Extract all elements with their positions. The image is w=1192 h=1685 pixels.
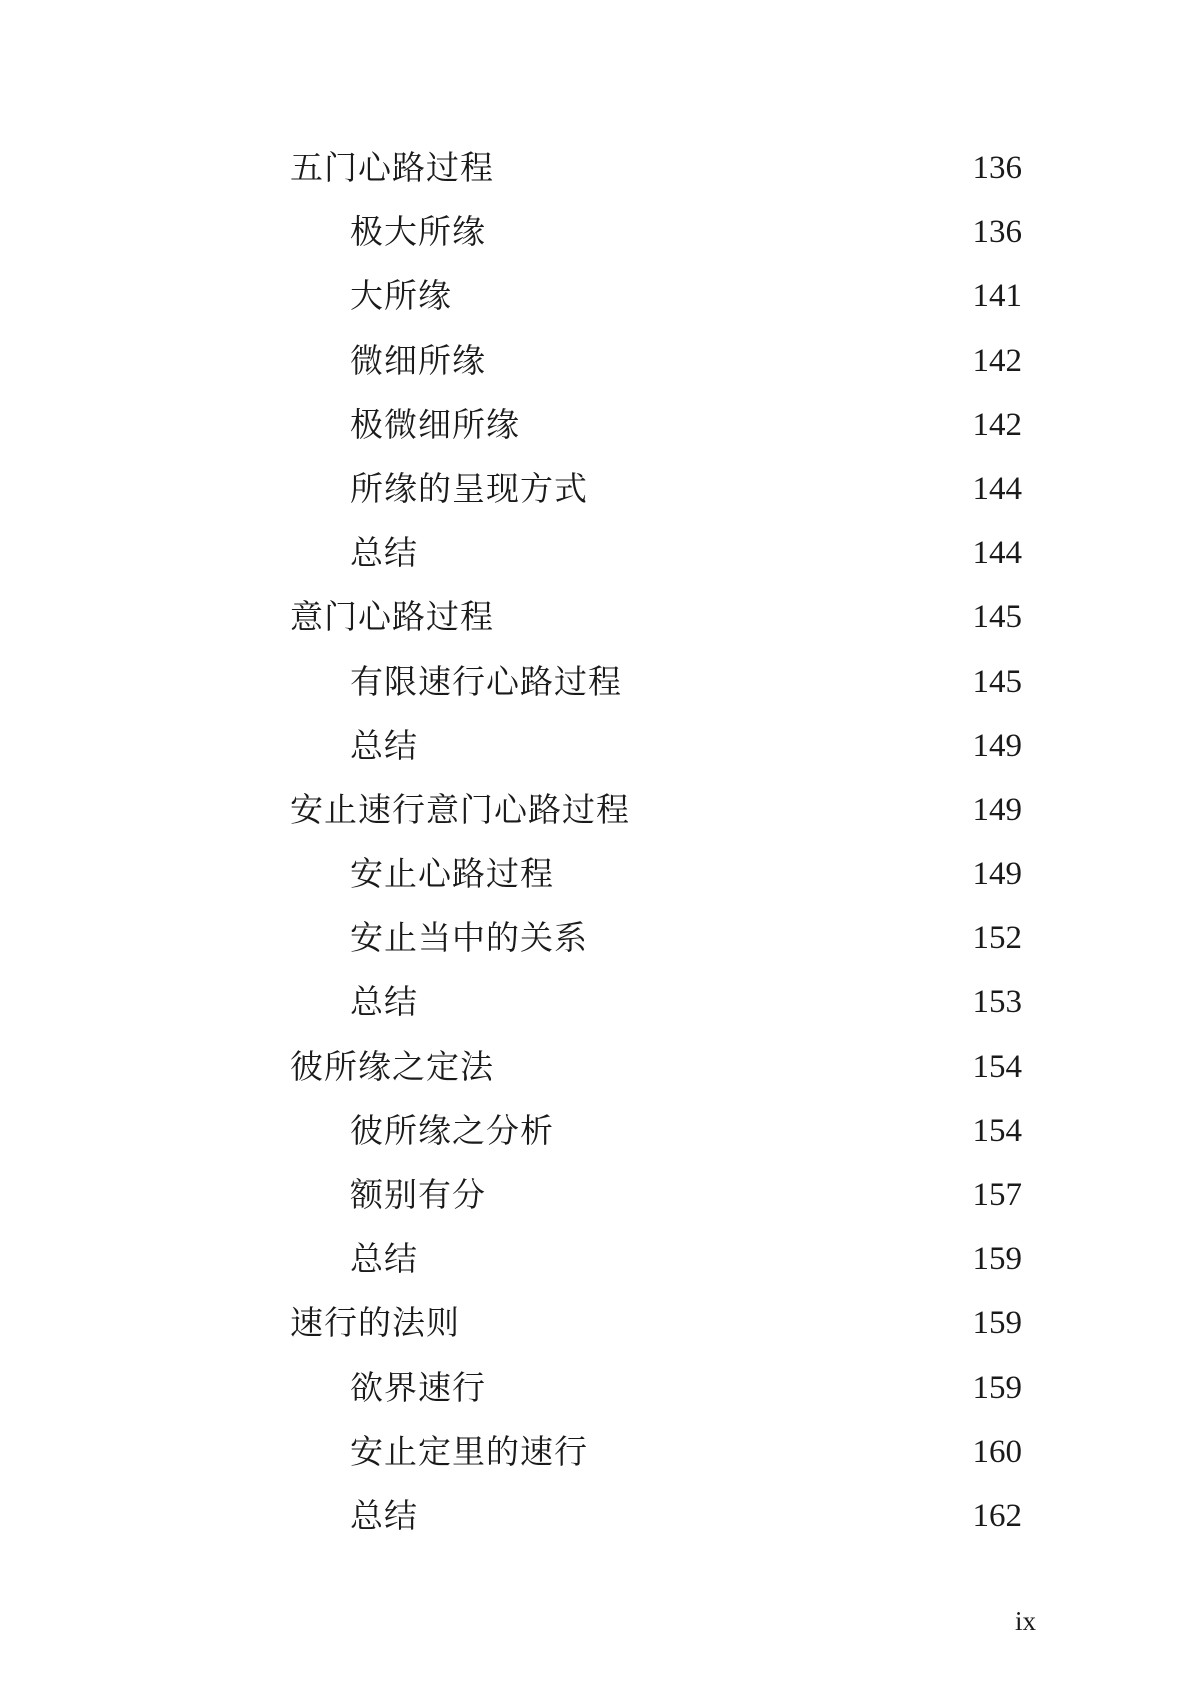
toc-entry-page-number: 149 <box>972 856 1022 893</box>
toc-subsection-entry <box>290 1227 1022 1291</box>
toc-entry-title: 总结 <box>350 1495 418 1535</box>
toc-entry-title: 速行的法则 <box>290 1303 460 1343</box>
toc-subsection-entry <box>290 842 1022 906</box>
toc-entry-title: 额别有分 <box>350 1175 486 1214</box>
toc-entry-title: 极大所缘 <box>350 212 486 252</box>
toc-subsection-entry <box>290 521 1022 585</box>
toc-entry-page-number: 149 <box>972 727 1022 764</box>
toc-section-entry <box>290 585 1022 649</box>
toc-section-entry <box>290 1291 1022 1355</box>
toc-entry-title: 总结 <box>350 533 418 573</box>
toc-entry-page-number: 153 <box>972 984 1022 1021</box>
toc-subsection-entry <box>290 1356 1022 1420</box>
toc-entry-page-number: 145 <box>972 663 1022 700</box>
toc-subsection-entry <box>290 393 1022 457</box>
toc-subsection-entry <box>290 1420 1022 1484</box>
toc-entry-title: 大所缘 <box>350 276 452 316</box>
toc-entry-page-number: 152 <box>972 920 1022 957</box>
toc-entry-title: 总结 <box>350 1239 418 1279</box>
page-number: ix <box>1014 1606 1036 1636</box>
toc-entry-page-number: 159 <box>972 1305 1022 1342</box>
toc-entry-page-number: 154 <box>972 1112 1022 1149</box>
toc-entry-page-number: 142 <box>972 406 1022 443</box>
toc-subsection-entry <box>290 264 1022 328</box>
toc-subsection-entry <box>290 1163 1022 1227</box>
toc-subsection-entry <box>290 970 1022 1034</box>
toc-entry-page-number: 145 <box>972 599 1022 636</box>
toc-subsection-entry <box>290 457 1022 521</box>
toc-subsection-entry <box>290 200 1022 264</box>
toc-entry-title: 所缘的呈现方式 <box>350 468 588 508</box>
table-of-contents <box>290 136 1022 1548</box>
toc-subsection-entry <box>290 650 1022 714</box>
toc-section-entry <box>290 778 1022 842</box>
toc-subsection-entry <box>290 906 1022 970</box>
toc-entry-title: 安止心路过程 <box>350 854 554 894</box>
toc-entry-page-number: 154 <box>972 1048 1022 1085</box>
toc-entry-page-number: 144 <box>972 470 1022 507</box>
toc-entry-title: 有限速行心路过程 <box>350 661 622 701</box>
toc-entry-title: 意门心路过程 <box>290 597 494 637</box>
toc-subsection-entry <box>290 1484 1022 1548</box>
toc-entry-page-number: 141 <box>972 278 1022 315</box>
toc-entry-page-number: 136 <box>972 150 1022 186</box>
toc-entry-title: 总结 <box>350 982 418 1022</box>
toc-entry-page-number: 162 <box>972 1497 1022 1534</box>
toc-entry-title: 五门心路过程 <box>290 148 494 187</box>
toc-entry-title: 安止速行意门心路过程 <box>290 789 630 829</box>
toc-entry-page-number: 142 <box>972 342 1022 379</box>
toc-entry-title: 彼所缘之定法 <box>290 1046 494 1086</box>
toc-entry-title: 极微细所缘 <box>350 404 520 444</box>
toc-entry-title: 总结 <box>350 725 418 765</box>
toc-entry-page-number: 144 <box>972 535 1022 572</box>
toc-subsection-entry <box>290 329 1022 393</box>
toc-entry-title: 欲界速行 <box>350 1367 486 1407</box>
toc-entry-title: 安止定里的速行 <box>350 1431 588 1471</box>
toc-entry-title: 安止当中的关系 <box>350 918 588 958</box>
toc-entry-page-number: 160 <box>972 1433 1022 1470</box>
toc-subsection-entry <box>290 1099 1022 1163</box>
toc-section-entry <box>290 1035 1022 1099</box>
toc-section-entry <box>290 136 1022 200</box>
toc-entry-page-number: 159 <box>972 1241 1022 1278</box>
toc-subsection-entry <box>290 714 1022 778</box>
toc-entry-page-number: 136 <box>972 214 1022 251</box>
toc-entry-page-number: 159 <box>972 1369 1022 1406</box>
toc-entry-title: 微细所缘 <box>350 340 486 380</box>
toc-entry-page-number: 157 <box>972 1177 1022 1213</box>
toc-entry-title: 彼所缘之分析 <box>350 1110 554 1150</box>
toc-entry-page-number: 149 <box>972 791 1022 828</box>
